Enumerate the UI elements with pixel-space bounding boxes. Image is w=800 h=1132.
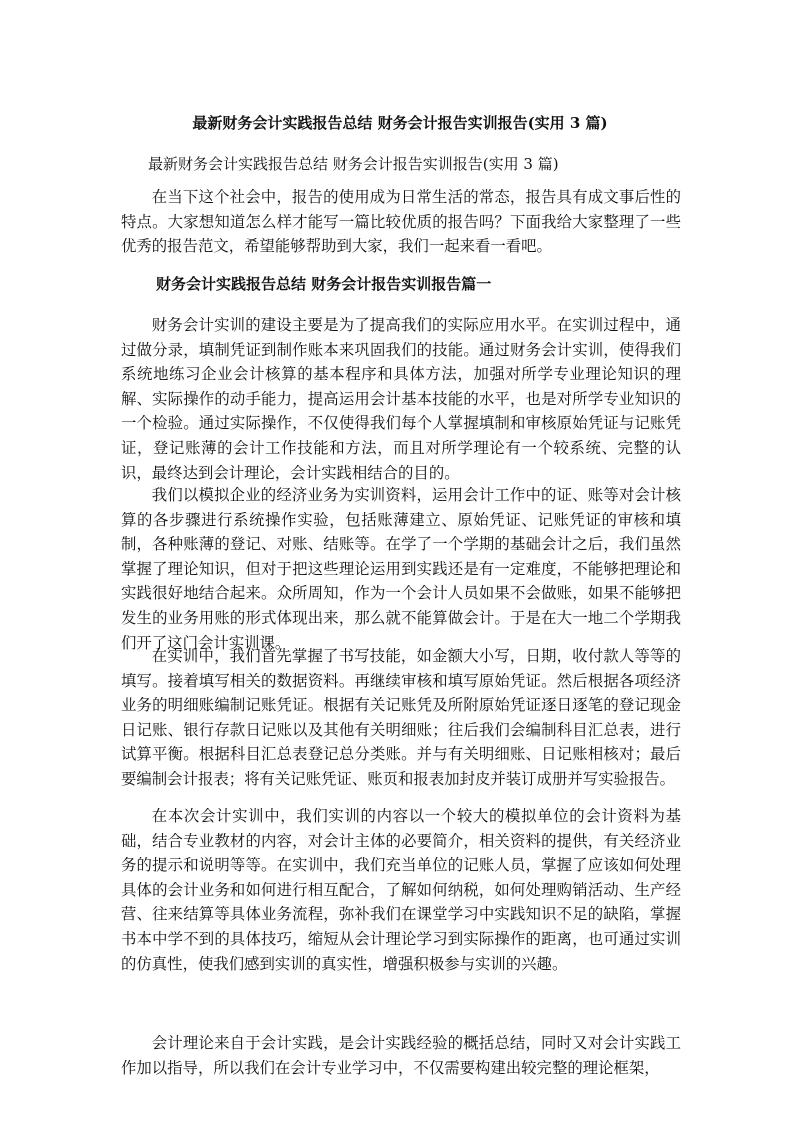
body-paragraph: 在本次会计实训中，我们实训的内容以一个较大的模拟单位的会计资料为基础，结合专业教材的内容，对会计主体的必要简介，相关资料的提供，有关经济业务的提示和说明等等。在实训中，我们充当单位的记账人员，掌握了应该如何处理具体的会计业务和如何进行相互配合，了解如何纳税，如何处理购销活动、生产经营、往来结算等具体业务流程，弥补我们在课堂学习中实践知识不足的缺陷，掌握书本中学不到的具体技巧，缩短从会计理论学习到实际操作的距离，也可通过实训的仿真性，使我们感到实训的真实性，增强积极参与实训的兴趣。: [121, 807, 681, 973]
document-subtitle: 最新财务会计实践报告总结 财务会计报告实训报告(实用 3 篇): [148, 155, 559, 173]
section-heading: 财务会计实践报告总结 财务会计报告实训报告篇一: [156, 275, 492, 293]
document-title: 最新财务会计实践报告总结 财务会计报告实训报告(实用 3 篇): [192, 114, 608, 132]
body-paragraph: 我们以模拟企业的经济业务为实训资料，运用会计工作中的证、账等对会计核算的各步骤进行系统操作实验，包括账薄建立、原始凭证、记账凭证的审核和填制，各种账薄的登记、对账、结账等。在学了一个学期的基础会计之后，我们虽然掌握了理论知识，但对于把这些理论运用到实践还是有一定难度，不能够把理论和实践很好地结合起来。众所周知，作为一个会计人员如果不会做账，如果不能够把发生的业务用账的形式体现出来，那么就不能算做会计。于是在大一地二个学期我们开了这门会计实训课。: [121, 486, 681, 652]
body-paragraph: 在实训中，我们首先掌握了书写技能，如金额大小写，日期，收付款人等等的填写。接着填写相关的数据资料。再继续审核和填写原始凭证。然后根据各项经济业务的明细账编制记账凭证。根据有关记账凭及所附原始凭证逐日逐笔的登记现金日记账、银行存款日记账以及其他有关明细账；往后我们会编制科目汇总表，进行试算平衡。根据科目汇总表登记总分类账。并与有关明细账、日记账相核对；最后要编制会计报表；将有关记账凭证、账页和报表加封皮并装订成册并写实验报告。: [121, 647, 681, 788]
intro-paragraph: 在当下这个社会中，报告的使用成为日常生活的常态，报告具有成文事后性的特点。大家想知道怎么样才能写一篇比较优质的报告吗？下面我给大家整理了一些优秀的报告范文，希望能够帮助到大家，我们一起来看一看吧。: [121, 188, 681, 256]
body-paragraph: 会计理论来自于会计实践，是会计实践经验的概括总结，同时又对会计实践工作加以指导，所以我们在会计专业学习中，不仅需要构建出较完整的理论框架，: [121, 1034, 681, 1077]
body-paragraph: 财务会计实训的建设主要是为了提高我们的实际应用水平。在实训过程中，通过做分录，填制凭证到制作账本来巩固我们的技能。通过财务会计实训，使得我们系统地练习企业会计核算的基本程序和具体方法，加强对所学专业理论知识的理解、实际操作的动手能力，提高运用会计基本技能的水平，也是对所学专业知识的一个检验。通过实际操作，不仅使得我们每个人掌握填制和审核原始凭证与记账凭证，登记账薄的会计工作技能和方法，而且对所学理论有一个较系统、完整的认识，最终达到会计理论，会计实践相结合的目的。: [121, 316, 681, 482]
